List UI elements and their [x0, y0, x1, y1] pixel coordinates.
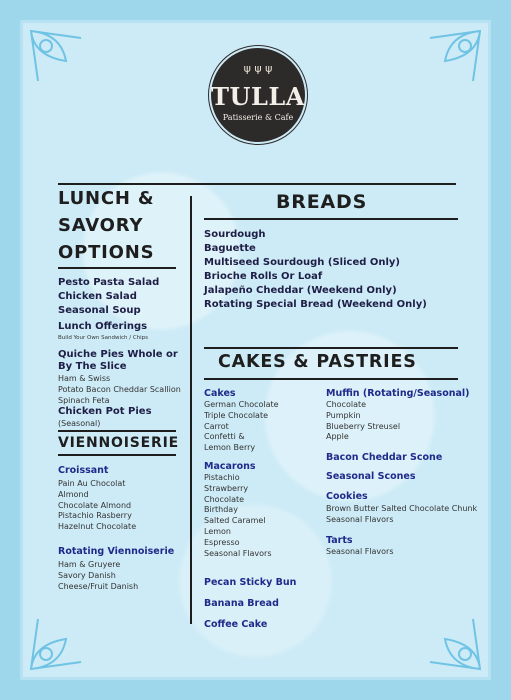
- list-item: Triple Chocolate: [204, 410, 269, 420]
- list-item: Carrot: [204, 421, 229, 431]
- pastry-item: Banana Bread: [204, 598, 279, 609]
- quiche-options: [58, 374, 181, 406]
- lunch-item: Lunch Offerings: [58, 321, 148, 332]
- list-item: Birthday: [204, 505, 238, 515]
- macarons-title: Macarons: [204, 461, 256, 472]
- corner-ornament-icon: [415, 604, 485, 674]
- list-item: Pumpkin: [326, 410, 361, 420]
- list-item: Savory Danish: [58, 570, 116, 580]
- croissant-list: [58, 479, 136, 533]
- list-item: Almond: [58, 489, 89, 499]
- cakes-pastries-heading: CAKES & PASTRIES: [218, 352, 417, 372]
- lunch-note: Build Your Own Sandwich / Chips: [58, 335, 149, 341]
- bread-item: Sourdough: [204, 229, 266, 240]
- list-item: Salted Caramel: [204, 516, 266, 526]
- cakes-underline: [204, 378, 458, 380]
- cookies-title: Cookies: [326, 491, 368, 502]
- list-item: Spinach Feta: [58, 395, 110, 405]
- pastry-item: Coffee Cake: [204, 619, 268, 630]
- list-item: Chocolate Almond: [58, 500, 132, 510]
- list-item: Apple: [326, 432, 349, 442]
- tarts-title: Tarts: [326, 535, 353, 546]
- list-item: Chocolate: [326, 400, 367, 409]
- list-item: German Chocolate: [204, 400, 279, 409]
- list-item: Confetti &: [204, 432, 245, 442]
- lunch-item: Seasonal Soup: [58, 305, 141, 316]
- cakes-list: [204, 400, 279, 454]
- muffin-title: Muffin (Rotating/Seasonal): [326, 388, 470, 399]
- cookies-list: [326, 504, 477, 526]
- lunch-heading-line-2: SAVORY: [58, 215, 144, 236]
- list-item: Pistachio Rasberry: [58, 511, 132, 521]
- list-item: Seasonal Flavors: [326, 514, 394, 524]
- seasonal-scones: Seasonal Scones: [326, 471, 416, 482]
- rotating-viennoiserie-title: Rotating Viennoiserie: [58, 546, 175, 557]
- rotating-viennoiserie-list: [58, 560, 138, 592]
- viennoiserie-top-rule: [58, 430, 176, 432]
- list-item: Hazelnut Chocolate: [58, 522, 137, 532]
- pastry-item: Pecan Sticky Bun: [204, 577, 297, 588]
- wheat-icon: ψ ψ ψ: [243, 62, 273, 75]
- top-divider: [58, 183, 456, 185]
- lunch-heading-line-3: OPTIONS: [58, 242, 155, 263]
- croissant-title: Croissant: [58, 465, 109, 476]
- brand-name: TULLA: [211, 82, 305, 111]
- cakes-title: Cakes: [204, 388, 236, 399]
- list-item: Ham & Swiss: [58, 374, 111, 383]
- list-item: Seasonal Flavors: [204, 548, 272, 558]
- pot-pie-title: Chicken Pot Pies: [58, 406, 152, 417]
- lunch-heading-line-1: LUNCH &: [58, 188, 155, 209]
- quiche-title-line-2: By The Slice: [58, 361, 127, 372]
- list-item: Brown Butter Salted Chocolate Chunk: [326, 504, 478, 513]
- list-item: Cheese/Fruit Danish: [58, 581, 139, 591]
- list-item: Pain Au Chocolat: [58, 479, 126, 488]
- lunch-item: Chicken Salad: [58, 291, 137, 302]
- list-item: Espresso: [204, 537, 240, 547]
- brand-logo: [211, 48, 305, 142]
- macarons-list: [204, 473, 272, 559]
- list-item: Seasonal Flavors: [326, 547, 394, 556]
- list-item: Lemon Berry: [204, 443, 256, 453]
- list-item: Strawberry: [204, 483, 249, 493]
- viennoiserie-underline: [58, 454, 176, 456]
- bread-item: Rotating Special Bread (Weekend Only): [204, 299, 427, 310]
- viennoiserie-heading: VIENNOISERIE: [58, 435, 179, 451]
- list-item: Blueberry Streusel: [326, 421, 401, 431]
- breads-underline: [204, 218, 458, 220]
- corner-ornament-icon: [26, 604, 96, 674]
- brand-tagline: Patisserie & Cafe: [222, 113, 294, 122]
- list-item: Potato Bacon Cheddar Scallion: [58, 384, 181, 394]
- cakes-top-rule: [204, 347, 458, 349]
- bread-item: Brioche Rolls Or Loaf: [204, 271, 323, 282]
- list-item: Pistachio: [204, 473, 240, 482]
- lunch-item: Pesto Pasta Salad: [58, 277, 160, 288]
- list-item: Chocolate: [204, 494, 245, 504]
- corner-ornament-icon: [415, 26, 485, 96]
- bacon-cheddar-scone: Bacon Cheddar Scone: [326, 452, 443, 463]
- list-item: Lemon: [204, 526, 231, 536]
- bread-item: Multiseed Sourdough (Sliced Only): [204, 257, 401, 268]
- muffin-list: [326, 400, 400, 443]
- tarts-list: [326, 547, 394, 558]
- bread-item: Baguette: [204, 243, 256, 254]
- breads-heading: BREADS: [276, 191, 368, 213]
- pot-pie-note: (Seasonal): [58, 419, 101, 428]
- quiche-title-line-1: Quiche Pies Whole or: [58, 349, 178, 360]
- list-item: Ham & Gruyere: [58, 560, 121, 569]
- column-divider: [190, 196, 192, 624]
- bread-item: Jalapeño Cheddar (Weekend Only): [204, 285, 397, 296]
- lunch-underline: [58, 267, 176, 269]
- corner-ornament-icon: [26, 26, 96, 96]
